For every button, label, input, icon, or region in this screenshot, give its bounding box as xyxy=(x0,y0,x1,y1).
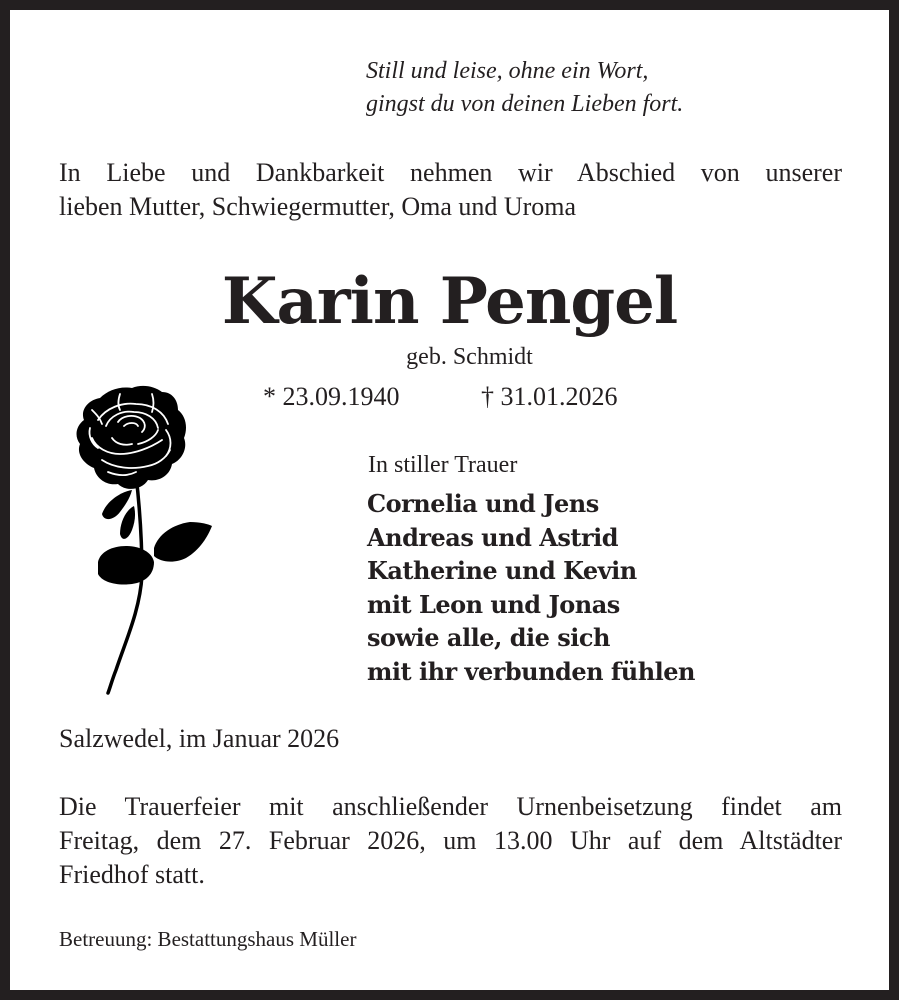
mourner-entry: Andreas und Astrid xyxy=(367,522,618,552)
ceremony-line: Die Trauerfeier mit anschließender Urnenbeisetzung findet am xyxy=(59,792,842,821)
mourner-entry: sowie alle, die sich xyxy=(367,623,610,652)
deceased-name: Karin Pengel xyxy=(221,264,678,339)
mourner-entry: Cornelia und Jens xyxy=(367,489,599,518)
poem-line: gingst du von deinen Lieben fort. xyxy=(366,91,684,117)
intro-line: In Liebe und Dankbarkeit nehmen wir Abschied von unserer xyxy=(59,158,842,187)
mourner-entry: Katherine und Kevin xyxy=(367,556,637,585)
mourners-label: In stiller Trauer xyxy=(368,452,518,478)
ceremony-line: Freitag, dem 27. Februar 2026, um 13.00 Uhr auf dem Altstädter xyxy=(59,826,842,855)
poem-verse xyxy=(366,55,683,121)
maiden-name: geb. Schmidt xyxy=(406,344,533,370)
poem-line: Still und leise, ohne ein Wort, xyxy=(366,58,649,84)
mourner-entry: mit ihr verbunden fühlen xyxy=(367,656,695,686)
death-date: † 31.01.2026 xyxy=(481,382,618,411)
ceremony-line: Friedhof statt. xyxy=(59,860,205,889)
birth-date: * 23.09.1940 xyxy=(263,382,400,411)
funeral-home-credit: Betreuung: Bestattungshaus Müller xyxy=(59,927,357,951)
intro-line: lieben Mutter, Schwiegermutter, Oma und Uroma xyxy=(59,192,577,221)
intro-text xyxy=(59,156,842,224)
ceremony-info xyxy=(59,790,842,892)
obituary-notice xyxy=(10,10,889,990)
rose-icon xyxy=(62,380,212,695)
mourner-entry: mit Leon und Jonas xyxy=(367,589,620,619)
mourners-list xyxy=(367,487,695,688)
place-date: Salzwedel, im Januar 2026 xyxy=(59,724,340,753)
